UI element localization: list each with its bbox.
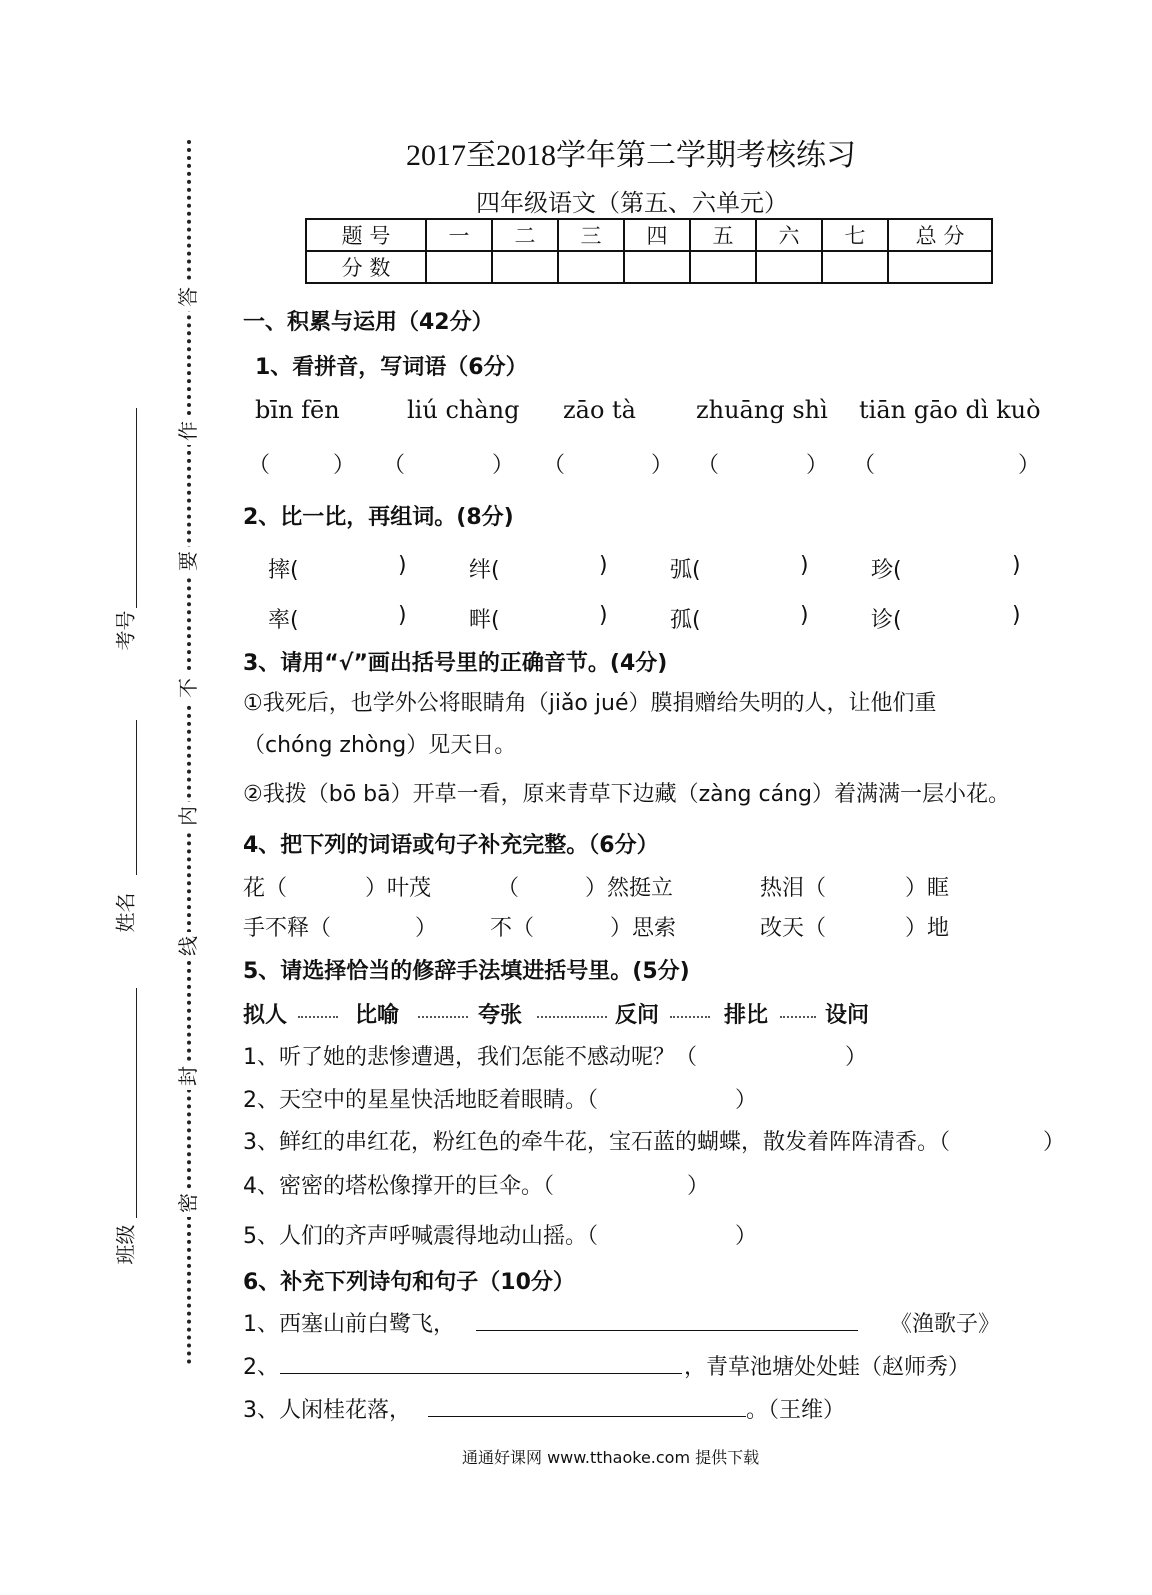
answer-paren[interactable]: （ xyxy=(543,453,566,478)
answer-paren: ） xyxy=(806,453,829,478)
question-title: 5、请选择恰当的修辞手法填进括号里。(5分) xyxy=(243,959,690,984)
word-item[interactable]: 率( xyxy=(268,608,299,633)
score-cell[interactable] xyxy=(756,251,822,283)
word-item[interactable]: 珍( xyxy=(871,558,902,583)
table-row xyxy=(306,251,992,283)
word-item[interactable]: 诊( xyxy=(871,608,902,633)
score-cell[interactable] xyxy=(690,251,756,283)
answer-paren[interactable]: （ xyxy=(248,453,271,478)
table-cell: 分 数 xyxy=(306,251,426,283)
exam-number-label: 考号 xyxy=(113,610,138,651)
score-cell[interactable] xyxy=(492,251,558,283)
idiom-part[interactable]: （ xyxy=(497,876,520,901)
answer-paren[interactable]: （ xyxy=(383,453,406,478)
answer-paren: ） xyxy=(492,453,515,478)
word-item: ) xyxy=(398,603,407,628)
word-item[interactable]: 摔( xyxy=(268,558,299,583)
score-cell[interactable] xyxy=(624,251,690,283)
sentence[interactable]: ①我死后，也学外公将眼睛角（jiǎo jué）膜捐赠给失明的人，让他们重 xyxy=(243,691,937,716)
poem-line: 1、西塞山前白鹭飞， xyxy=(243,1312,455,1337)
option-label: 夸张 xyxy=(478,1003,523,1028)
seal-char: 密 xyxy=(175,1189,201,1217)
seal-char: 要 xyxy=(175,547,201,575)
option-label: 比喻 xyxy=(355,1003,400,1028)
table-cell: 题 号 xyxy=(306,219,426,251)
table-cell: 六 xyxy=(756,219,822,251)
score-cell[interactable] xyxy=(426,251,492,283)
poem-line: 。（王维） xyxy=(746,1398,846,1423)
idiom-part[interactable]: 不（ xyxy=(490,916,535,941)
footer-credit: 通通好课网 www.tthaoke.com 提供下载 xyxy=(462,1448,760,1467)
idiom-part: ）眶 xyxy=(905,876,950,901)
answer-paren: ） xyxy=(651,453,674,478)
table-cell: 四 xyxy=(624,219,690,251)
rhetoric-item[interactable]: 2、天空中的星星快活地眨着眼睛。（ xyxy=(243,1088,598,1113)
pinyin-item: zāo tà xyxy=(563,396,636,424)
question-title: 6、补充下列诗句和句子（10分） xyxy=(243,1270,575,1295)
word-item: ) xyxy=(599,553,608,578)
idiom-part: ）叶茂 xyxy=(365,876,432,901)
pinyin-item: zhuāng shì xyxy=(696,396,828,424)
exam-number-line xyxy=(136,408,137,608)
seal-char: 答 xyxy=(175,283,201,311)
sentence[interactable]: （chóng zhòng）见天日。 xyxy=(243,733,517,758)
word-item: ) xyxy=(1012,553,1021,578)
table-cell: 七 xyxy=(822,219,888,251)
word-item: ) xyxy=(800,603,809,628)
page-title: 2017至2018学年第二学期考核练习 xyxy=(406,139,856,172)
idiom-part[interactable]: 改天（ xyxy=(760,916,827,941)
name-label: 姓名 xyxy=(113,892,138,933)
option-separator xyxy=(537,998,607,1022)
option-separator xyxy=(418,998,468,1022)
option-separator xyxy=(298,998,338,1022)
pinyin-item: bīn fēn xyxy=(255,396,340,424)
question-title: 4、把下列的词语或句子补充完整。（6分） xyxy=(243,833,659,858)
table-cell: 总 分 xyxy=(888,219,992,251)
poem-source: 《渔歌子》 xyxy=(890,1312,1001,1337)
fill-blank[interactable] xyxy=(280,1353,682,1378)
page-subtitle: 四年级语文（第五、六单元） xyxy=(476,189,788,217)
word-item: ) xyxy=(398,553,407,578)
word-item[interactable]: 畔( xyxy=(469,608,500,633)
answer-paren[interactable]: （ xyxy=(697,453,720,478)
idiom-part[interactable]: 花（ xyxy=(243,876,288,901)
rhetoric-item[interactable]: 1、听了她的悲惨遭遇，我们怎能不感动呢？（ xyxy=(243,1045,697,1070)
word-item[interactable]: 孤( xyxy=(670,608,701,633)
idiom-part: ）然挺立 xyxy=(585,876,674,901)
option-label: 反问 xyxy=(615,1003,660,1028)
rhetoric-item[interactable]: 5、人们的齐声呼喊震得地动山摇。（ xyxy=(243,1224,598,1249)
class-line xyxy=(136,988,137,1218)
poem-line: ，青草池塘处处蛙（赵师秀） xyxy=(684,1355,971,1380)
seal-char: 线 xyxy=(175,932,201,960)
seal-dotted-line xyxy=(187,140,191,1365)
table-cell: 一 xyxy=(426,219,492,251)
idiom-part: ） xyxy=(415,916,438,941)
option-separator xyxy=(780,998,816,1022)
table-row xyxy=(306,219,992,251)
idiom-part[interactable]: 热泪（ xyxy=(760,876,827,901)
seal-char: 封 xyxy=(175,1062,201,1090)
option-label: 排比 xyxy=(724,1003,769,1028)
question-title: 2、比一比，再组词。(8分) xyxy=(243,505,514,530)
answer-paren: ） xyxy=(1018,453,1041,478)
word-item[interactable]: 弧( xyxy=(670,558,701,583)
fill-blank[interactable] xyxy=(476,1310,858,1335)
option-label: 拟人 xyxy=(243,1003,288,1028)
score-table xyxy=(305,218,993,284)
fill-blank[interactable] xyxy=(428,1396,746,1421)
score-cell[interactable] xyxy=(822,251,888,283)
idiom-part[interactable]: 手不释（ xyxy=(243,916,332,941)
question-title: 1、看拼音，写词语（6分） xyxy=(255,355,528,380)
word-item: ) xyxy=(1012,603,1021,628)
table-cell: 三 xyxy=(558,219,624,251)
idiom-part: ）地 xyxy=(905,916,950,941)
word-item: ) xyxy=(800,553,809,578)
rhetoric-item[interactable]: 3、鲜红的串红花，粉红色的牵牛花，宝石蓝的蝴蝶，散发着阵阵清香。（ xyxy=(243,1130,950,1155)
pinyin-item: tiān gāo dì kuò xyxy=(859,396,1041,424)
word-item[interactable]: 绊( xyxy=(469,558,500,583)
option-separator xyxy=(670,998,710,1022)
pinyin-item: liú chàng xyxy=(407,396,520,424)
table-cell: 五 xyxy=(690,219,756,251)
answer-paren: ） xyxy=(687,1174,710,1199)
score-cell[interactable] xyxy=(558,251,624,283)
answer-paren: ） xyxy=(1043,1130,1066,1155)
rhetoric-item[interactable]: 4、密密的塔松像撑开的巨伞。（ xyxy=(243,1174,554,1199)
idiom-part: ）思索 xyxy=(610,916,677,941)
answer-paren: ） xyxy=(333,453,356,478)
poem-line: 2、 xyxy=(243,1355,279,1380)
table-cell: 二 xyxy=(492,219,558,251)
answer-paren[interactable]: （ xyxy=(853,453,876,478)
answer-paren: ） xyxy=(735,1224,758,1249)
seal-char: 内 xyxy=(175,802,201,830)
word-item: ) xyxy=(599,603,608,628)
class-label: 班级 xyxy=(113,1224,138,1265)
seal-char: 作 xyxy=(175,417,201,445)
poem-line: 3、人闲桂花落， xyxy=(243,1398,411,1423)
name-line xyxy=(136,720,137,875)
section-heading: 一、积累与运用（42分） xyxy=(243,310,494,335)
score-cell[interactable] xyxy=(888,251,992,283)
question-title: 3、请用“√”画出括号里的正确音节。(4分) xyxy=(243,651,668,676)
answer-paren: ） xyxy=(845,1045,868,1070)
seal-char: 不 xyxy=(175,674,201,702)
sentence[interactable]: ②我拨（bō bā）开草一看，原来青草下边藏（zàng cáng）着满满一层小花。 xyxy=(243,782,1011,807)
answer-paren: ） xyxy=(735,1088,758,1113)
option-label: 设问 xyxy=(825,1003,870,1028)
